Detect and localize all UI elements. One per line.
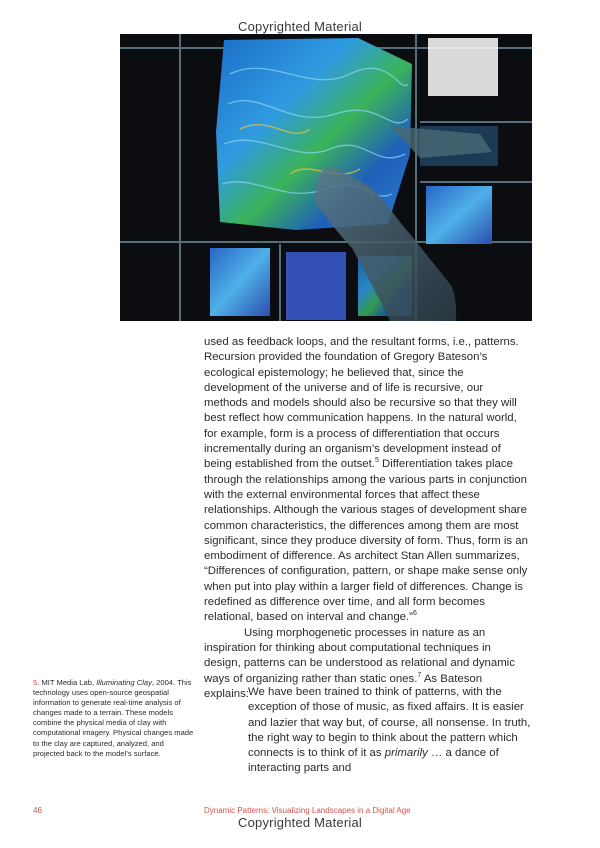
- body-paragraph-1: used as feedback loops, and the resultant forms, i.e., patterns. Recursion provided the foundation of Gregory Bateson’s ecological epistemology; he believed that, since the development of the universe and of life is recursive, our methods and models should also be recursive so that they will best reflect how communication happens. In the natural world, for example, form is a process of differentiation that occurs incrementally during an organism’s development instead of being established from the outset.$^5$ Differentiation takes place through the relationships among the various parts in conjunction with the external environmental forces that affect these relationships. Although the various stages of development share common characteristics, the differences among them are most significant, since they produce diversity of form. Thus, form is an embodiment of difference. As architect Stan Allen summarizes, “Differences of configuration, pattern, or shape make sense only when put into play within a larger field of differences. Change is redefined as difference over time, and all form becomes relational, based on interval and change.”$^6$: [204, 336, 528, 624]
- footnote-number: 5.: [33, 678, 40, 687]
- watermark-bottom: Copyrighted Material: [238, 815, 362, 830]
- figure-caption-footnote: 5. MIT Media Lab, Illuminating Clay, 2004. This technology uses open-source geospatial information to generate real-time analysis of changes made to a terrain. These models combine the physical media of clay with computational imagery. Physical changes made to the clay are captured, analyzed, and projected back to the model’s surface.: [33, 678, 194, 758]
- block-quote: We have been trained to think of patterns, with the exception of those of music, as fixed affairs. It is easier and lazier that way but, of course, all nonsense. In truth, the right way to begin to think about the pattern which connects is to think of it as primarily … a dance of interacting parts and: [248, 686, 531, 775]
- footnote-ref-7: 7: [417, 671, 422, 679]
- running-head: Dynamic Patterns: Visualizing Landscapes in a Digital Age: [204, 806, 411, 815]
- photo-projected-terrain: [120, 34, 532, 321]
- body-paragraph-2: Using morphogenetic processes in nature as an inspiration for thinking about computational techniques in design, patterns can be understood as relational and dynamic ways of organizing rather than static ones.$^7$ As Bateson explains:: [204, 626, 515, 700]
- body-text: [204, 335, 530, 702]
- page-number: 46: [33, 806, 42, 815]
- footnote-ref-5: 5: [374, 457, 379, 465]
- watermark-top: Copyrighted Material: [238, 19, 362, 34]
- figure-photo: [120, 34, 532, 321]
- footnote-ref-6: 6: [412, 610, 417, 618]
